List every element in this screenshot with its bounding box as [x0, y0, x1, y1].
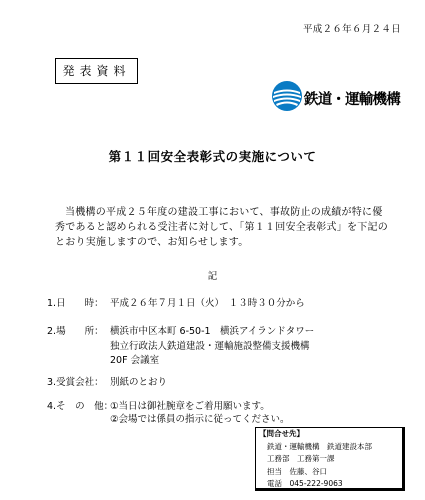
organization-name: 鉄道・運輸機構 [304, 92, 400, 108]
contact-line: 担当 佐藤、谷口 [267, 466, 327, 476]
body-text: 当機構の平成２５年度の建設工事において、事故防止の成績が特に優秀であると認められる受注者に対して、「第１１回安全表彰式」を下記のとおり実施しますので、お知らせします。 [55, 207, 389, 248]
contact-heading: 【問合せ先】 [259, 429, 304, 438]
document-title: 第１１回安全表彰式の実施について [108, 149, 317, 164]
item-value: ①当日は御社腕章をご着用願います。 [110, 401, 270, 412]
contact-phone: 電話 045-222-9063 [267, 479, 343, 488]
item-label: 4.そ の 他： [47, 401, 114, 412]
contact-line: 工務部 工務第一課 [267, 454, 335, 463]
item-value: 平成２６年７月１日（火） １３時３０分から [110, 298, 305, 309]
item-value: 別紙のとおり [110, 377, 168, 388]
item-other [47, 398, 270, 412]
item-place [47, 323, 314, 337]
item-date [47, 295, 305, 309]
item-value-line: ②会場では係員の指示に従ってください。 [110, 414, 290, 425]
item-label: 1.日 時： [47, 298, 104, 309]
item-label: 2.場 所： [47, 326, 104, 337]
body-paragraph [55, 205, 390, 250]
organization-logo [271, 80, 400, 118]
item-value-line: 独立行政法人鉄道建設・運輸施設整備支援機構 [110, 341, 310, 352]
press-release-badge: 発表資料 [55, 58, 138, 84]
item-awardees [47, 374, 167, 388]
contact-line: 鉄道・運輸機構 鉄道建設本部 [267, 441, 372, 451]
item-value-line: 20F 会議室 [110, 355, 160, 366]
ki-heading: 記 [207, 271, 218, 282]
jrtt-logo-mark-icon [271, 80, 303, 112]
contact-box [255, 427, 405, 491]
item-value: 横浜市中区本町 6-50-1 横浜アイランドタワー [110, 326, 315, 337]
press-date: 平成２６年６月２４日 [302, 24, 401, 35]
item-label: 3.受賞会社： [47, 377, 104, 388]
